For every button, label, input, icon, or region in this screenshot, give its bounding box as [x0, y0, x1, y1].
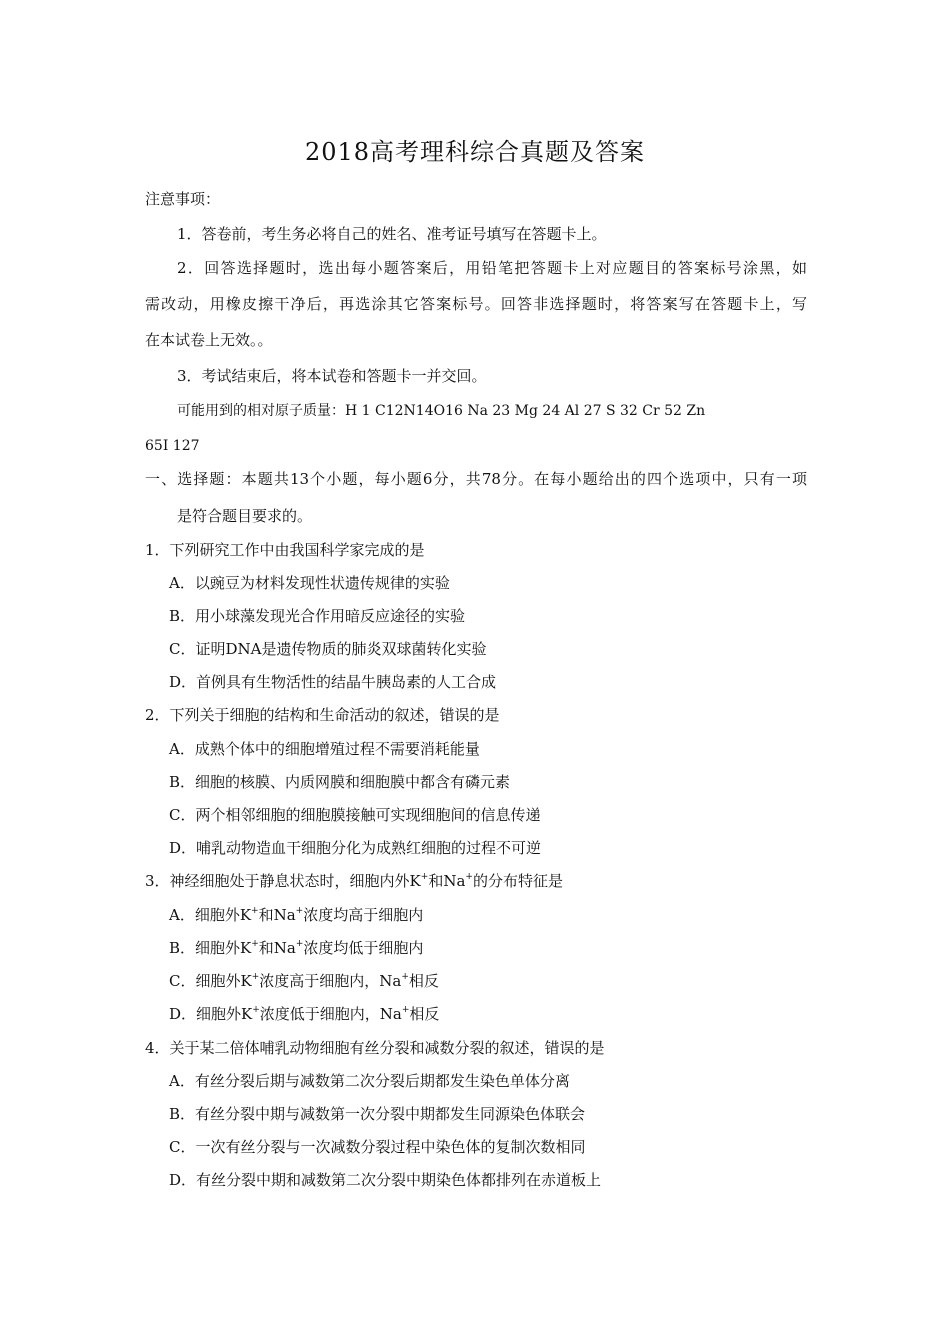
option-text: 浓度高于细胞内，Na — [259, 972, 402, 990]
option-text: A．细胞外K — [169, 906, 252, 924]
superscript: + — [420, 872, 429, 882]
question-4-option-c: C．一次有丝分裂与一次减数分裂过程中染色体的复制次数相同 — [169, 1138, 586, 1156]
superscript: + — [251, 939, 259, 949]
question-2-stem: 2．下列关于细胞的结构和生命活动的叙述，错误的是 — [145, 706, 500, 724]
option-text: B．细胞外K — [169, 939, 252, 957]
atomic-mass-line-2: 65I 127 — [145, 438, 200, 454]
question-4-stem: 4．关于某二倍体哺乳动物细胞有丝分裂和减数分裂的叙述，错误的是 — [145, 1039, 605, 1057]
note-item-1: 1．答卷前，考生务必将自己的姓名、准考证号填写在答题卡上。 — [177, 225, 607, 243]
note-item-2-line-3: 在本试卷上无效。。 — [145, 331, 273, 349]
question-3-stem — [145, 871, 563, 891]
option-text: C．细胞外K — [169, 972, 252, 990]
superscript: + — [295, 939, 304, 949]
option-text: 浓度均高于细胞内 — [303, 906, 424, 924]
note-item-2-line-1: 2．回答选择题时，选出每小题答案后，用铅笔把答题卡上对应题目的答案标号涂黑，如 — [177, 259, 807, 277]
superscript: + — [465, 872, 473, 882]
question-3-stem-text: 的分布特征是 — [472, 872, 563, 890]
superscript: + — [252, 1005, 260, 1015]
question-4-option-b: B．有丝分裂中期与减数第一次分裂中期都发生同源染色体联会 — [169, 1105, 586, 1123]
note-item-2-line-2: 需改动，用橡皮擦干净后，再选涂其它答案标号。回答非选择题时，将答案写在答题卡上，写 — [145, 295, 807, 313]
question-1-stem: 1．下列研究工作中由我国科学家完成的是 — [145, 541, 425, 559]
superscript: + — [251, 972, 260, 982]
question-3-option-b — [169, 938, 423, 958]
superscript: + — [251, 906, 259, 916]
question-1-option-d: D．首例具有生物活性的结晶牛胰岛素的人工合成 — [169, 673, 497, 691]
atomic-mass-line-1: 可能用到的相对原子质量：H 1 C12N14O16 Na 23 Mg 24 Al 27 S 32 Cr 52 Zn — [177, 403, 706, 419]
option-text: 和Na — [258, 939, 296, 957]
question-2-option-c: C．两个相邻细胞的细胞膜接触可实现细胞间的信息传递 — [169, 806, 541, 824]
note-item-3: 3．考试结束后，将本试卷和答题卡一并交回。 — [177, 367, 487, 385]
question-4-option-d: D．有丝分裂中期和减数第二次分裂中期染色体都排列在赤道板上 — [169, 1171, 602, 1189]
question-1-option-c: C．证明DNA是遗传物质的肺炎双球菌转化实验 — [169, 640, 487, 658]
option-text: 浓度均低于细胞内 — [303, 939, 424, 957]
question-2-option-d: D．哺乳动物造血干细胞分化为成熟红细胞的过程不可逆 — [169, 839, 542, 857]
superscript: + — [295, 906, 304, 916]
question-3-option-c — [169, 971, 439, 991]
question-4-option-a: A．有丝分裂后期与减数第二次分裂后期都发生染色单体分离 — [169, 1072, 570, 1090]
superscript: + — [401, 972, 409, 982]
page-title: 2018高考理科综合真题及答案 — [304, 138, 646, 166]
section-heading-line-1: 一、选择题：本题共13个小题，每小题6分，共78分。在每小题给出的四个选项中，只有一项 — [145, 470, 807, 488]
question-3-stem-text: 3．神经细胞处于静息状态时，细胞内外K — [145, 872, 421, 890]
question-2-option-a: A．成熟个体中的细胞增殖过程不需要消耗能量 — [169, 740, 480, 758]
option-text: 浓度低于细胞内，Na — [259, 1005, 402, 1023]
question-3-stem-text: 和Na — [428, 872, 466, 890]
superscript: + — [401, 1005, 410, 1015]
question-3-option-d — [169, 1004, 439, 1024]
question-3-option-a — [169, 905, 423, 925]
question-1-option-b: B．用小球藻发现光合作用暗反应途径的实验 — [169, 607, 466, 625]
option-text: 和Na — [258, 906, 296, 924]
option-text: 相反 — [409, 1005, 440, 1023]
option-text: D．细胞外K — [169, 1005, 253, 1023]
question-2-option-b: B．细胞的核膜、内质网膜和细胞膜中都含有磷元素 — [169, 773, 511, 791]
notes-heading: 注意事项： — [145, 190, 221, 208]
question-1-option-a: A．以豌豆为材料发现性状遗传规律的实验 — [169, 574, 450, 592]
section-heading-line-2: 是符合题目要求的。 — [177, 507, 313, 525]
option-text: 相反 — [408, 972, 439, 990]
